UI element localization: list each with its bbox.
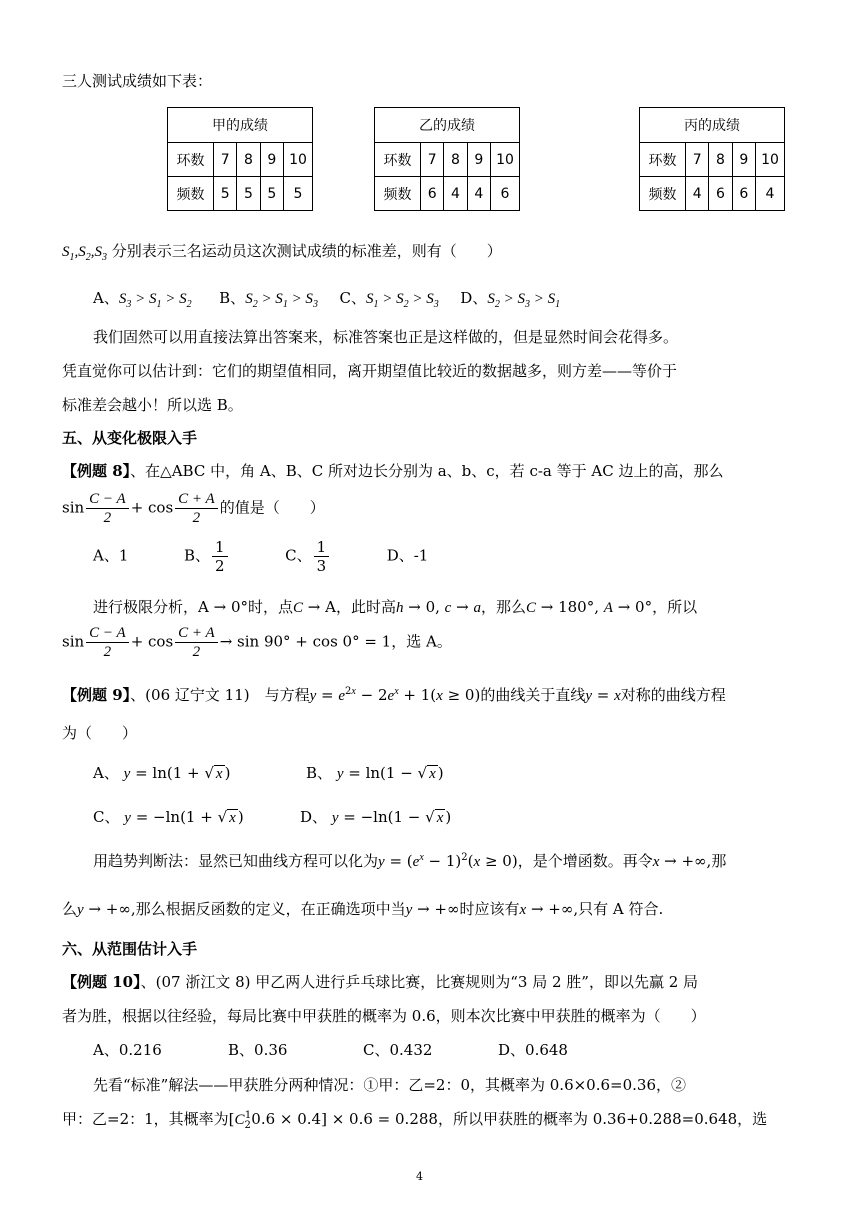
- solution-text: 进行极限分析，: [93, 598, 199, 616]
- table-cell: 10: [756, 143, 785, 177]
- row-label: 频数: [168, 177, 214, 211]
- table-title: 丙的成绩: [640, 108, 785, 143]
- solution-text: ，此时高: [335, 598, 396, 616]
- example-8: [62, 460, 723, 481]
- option-label: C、: [93, 808, 120, 826]
- row-label: 频数: [640, 177, 686, 211]
- example-10-options: [93, 1039, 568, 1060]
- solution-text: ，所以: [652, 598, 698, 616]
- options-std: A、$S_3 > S_1 > S_2$ B、$S_2 > S_1 > S_3$ C、$S_1 > S_2 > S_3$ D、$S_2 > S_3 > S_1$: [93, 289, 561, 310]
- example-9-option-b: B、 y = ln(1 − √ x ): [306, 764, 444, 782]
- table-cell: 6: [421, 177, 444, 211]
- page-number: 4: [416, 1170, 423, 1183]
- table-cell: 10: [491, 143, 520, 177]
- table-title: 甲的成绩: [168, 108, 313, 143]
- example-label: 【例题 9】: [62, 686, 131, 704]
- option: A、1: [93, 546, 129, 565]
- score-table-bing: [639, 107, 785, 211]
- table-cell: 10: [284, 143, 313, 177]
- table-cell: 5: [284, 177, 313, 211]
- example-8-expression: sin $\frac{C - A}{2}$ + cos $\frac{C + A}{2}$ 的值是（ ）: [62, 491, 325, 526]
- example-9-solution: 用趋势判断法：显然已知曲线方程可以化为$y = (e^x - 1)^2(x \ge 0)$，是个增函数。再令x → +∞,那: [93, 852, 727, 870]
- score-table-jia: [167, 107, 313, 211]
- table-cell: 6: [709, 177, 732, 211]
- solution-text: 只有 A 符合.: [578, 900, 664, 918]
- solution-text: ，选 A。: [391, 632, 452, 651]
- table-cell: 7: [214, 143, 237, 177]
- example-label: 【例题 10】: [62, 973, 141, 991]
- intro-text: 三人测试成绩如下表：: [62, 72, 213, 90]
- table-cell: 7: [421, 143, 444, 177]
- solution-text: ，是个增函数。再令: [517, 852, 653, 870]
- example-text: 、(06 辽宁文 11) 与方程: [130, 686, 310, 704]
- option-label: C、: [339, 289, 366, 307]
- solution-text: 时，点: [248, 598, 294, 616]
- table-cell: 9: [732, 143, 755, 177]
- row-label: 环数: [375, 143, 421, 177]
- row-label: 环数: [168, 143, 214, 177]
- score-table-yi: [374, 107, 520, 211]
- example-text: 对称的曲线方程: [620, 686, 726, 704]
- section-heading: 五、从变化极限入手: [62, 429, 198, 447]
- solution-text: 么: [62, 900, 78, 918]
- row-label: 环数: [640, 143, 686, 177]
- row-label: 频数: [375, 177, 421, 211]
- example-label: 【例题 8】: [62, 462, 131, 480]
- table-cell: 8: [444, 143, 467, 177]
- example-10-solution: 先看“标准”解法——甲获胜分两种情况：①甲：乙=2：0，其概率为 0.6×0.6=0.36，②: [93, 1076, 687, 1094]
- solution-text: 时应该有: [459, 900, 520, 918]
- option: D、0.648: [498, 1041, 568, 1059]
- example-9-option-d: D、 y = −ln(1 − √ x ): [300, 808, 452, 826]
- example-text: 、(07 浙江文 8) 甲乙两人进行乒乓球比赛，比赛规则为“3 局 2 胜”，即以先赢 2 局: [140, 973, 699, 991]
- table-cell: 5: [260, 177, 283, 211]
- table-cell: 6: [491, 177, 520, 211]
- option: C、0.432: [363, 1041, 433, 1059]
- solution-text: ，所以甲获胜的概率为 0.36+0.288=0.648，选: [437, 1110, 768, 1128]
- example-8-solution: 进行极限分析，A → 0°时，点C → A，此时高h → 0, c → a，那么C → 180°, A → 0°，所以: [93, 598, 698, 616]
- option-label: A、: [93, 764, 119, 782]
- question-text: 分别表示三名运动员这次测试成绩的标准差，则有（ ）: [111, 242, 502, 260]
- solution-text: ，那么: [480, 598, 526, 616]
- solution-text: 那: [711, 852, 727, 870]
- example-9: 【例题 9】、(06 辽宁文 11) 与方程$y = e^{2x} - 2e^x + 1(x \ge 0)$的曲线关于直线y = x对称的曲线方程: [62, 686, 726, 704]
- question-std: $S_1,S_2,S_3$ 分别表示三名运动员这次测试成绩的标准差，则有（ ）: [62, 242, 502, 263]
- option-label: A、: [93, 289, 119, 307]
- table-cell: 5: [237, 177, 260, 211]
- option: D、-1: [386, 546, 429, 565]
- example-9-option-a: A、 y = ln(1 + √ x ): [93, 764, 231, 782]
- example-10-solution-2: 甲：乙=2：1，其概率为$[C_2^10.6 \times 0.4] \times 0.6 = 0.288$，所以甲获胜的概率为 0.36+0.288=0.648，选: [62, 1110, 768, 1131]
- example-8-options: A、1 B、 $\frac{1}{2}$ C、 $\frac{1}{3}$ D、-1: [93, 538, 429, 575]
- example-10: [62, 971, 698, 992]
- option-label: D、: [460, 289, 488, 307]
- table-cell: 5: [214, 177, 237, 211]
- section-heading: 六、从范围估计入手: [62, 940, 198, 958]
- table-cell: 4: [756, 177, 785, 211]
- paragraph-line: 标准差会越小！所以选 B。: [62, 396, 243, 414]
- solution-text: 用趋势判断法：显然已知曲线方程可以化为: [93, 852, 379, 870]
- example-text: 的值是（ ）: [219, 498, 325, 517]
- option-label: B、: [183, 546, 210, 565]
- table-cell: 4: [686, 177, 709, 211]
- option-label: B、: [306, 764, 333, 782]
- example-10-line2: 者为胜，根据以往经验，每局比赛中甲获胜的概率为 0.6，则本次比赛中甲获胜的概率为（ ）: [62, 1007, 706, 1025]
- paragraph-line: 凭直觉你可以估计到：它们的期望值相同，离开期望值比较近的数据越多，则方差——等价于: [62, 362, 678, 380]
- table-cell: 6: [732, 177, 755, 211]
- table-cell: 4: [444, 177, 467, 211]
- table-cell: 7: [686, 143, 709, 177]
- example-9-option-c: C、 y = −ln(1 + √ x ): [93, 808, 244, 826]
- table-cell: 8: [237, 143, 260, 177]
- paragraph-line: 我们固然可以用直接法算出答案来，标准答案也正是这样做的，但是显然时间会花得多。: [93, 328, 679, 346]
- table-cell: 4: [467, 177, 490, 211]
- option-label: C、: [285, 546, 312, 565]
- solution-text: 甲：乙=2：1，其概率为: [62, 1110, 229, 1128]
- option: A、0.216: [93, 1041, 162, 1059]
- table-cell: 8: [709, 143, 732, 177]
- option-label: D、: [300, 808, 328, 826]
- option-label: B、: [219, 289, 246, 307]
- table-cell: 9: [467, 143, 490, 177]
- option: B、0.36: [228, 1041, 288, 1059]
- table-title: 乙的成绩: [375, 108, 520, 143]
- solution-text: 那么根据反函数的定义，在正确选项中当: [135, 900, 406, 918]
- example-text: 、在△ABC 中，角 A、B、C 所对边长分别为 a、b、c，若 c-a 等于 AC 边上的高，那么: [130, 462, 724, 480]
- example-8-conclusion: sin $\frac{C - A}{2}$ + cos $\frac{C + A}{2}$ → sin 90° + cos 0° = 1，选 A。: [62, 625, 452, 660]
- example-9-solution-2: 么y → +∞,那么根据反函数的定义，在正确选项中当y → +∞时应该有x → +∞,只有 A 符合.: [62, 900, 664, 918]
- example-9-line2: 为（ ）: [62, 724, 138, 742]
- table-cell: 9: [260, 143, 283, 177]
- example-text: 的曲线关于直线: [480, 686, 586, 704]
